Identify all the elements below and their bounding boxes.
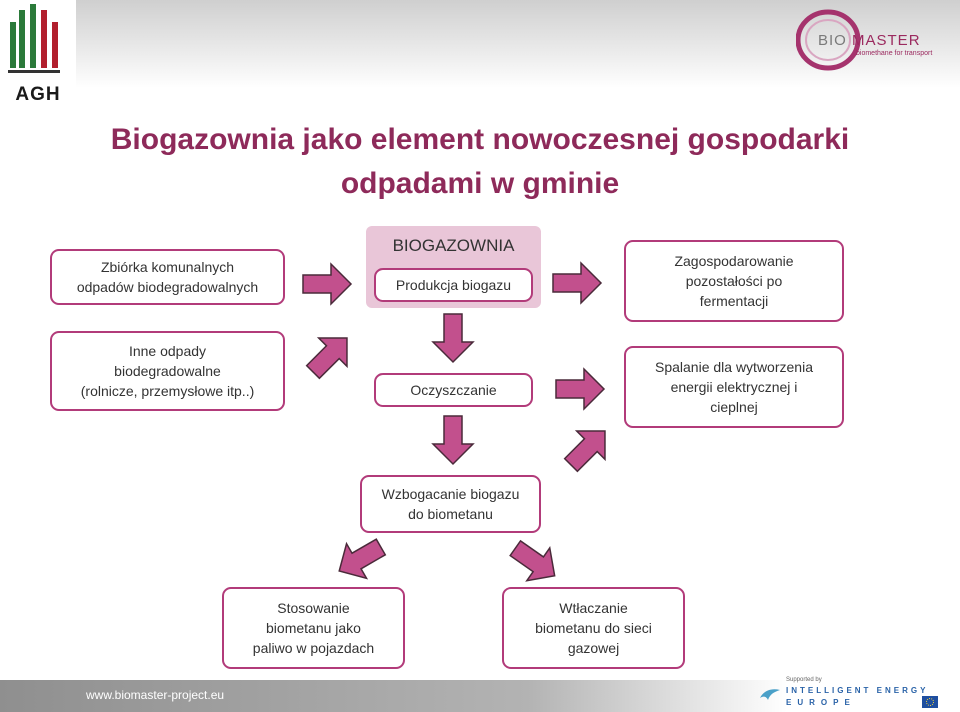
agh-logo-text: AGH (15, 84, 61, 105)
box-cleaning-line1: Oczyszczanie (410, 382, 497, 398)
box-grid-injection-line1: Wtłaczanie (559, 600, 628, 616)
arrow-cleaning-to-upgrading-icon (433, 416, 473, 464)
box-digestate-line3: fermentacji (699, 293, 769, 309)
page-title-line2: odpadami w gminie (340, 167, 620, 200)
box-other-waste-line1: Inne odpady (128, 343, 207, 359)
box-biogas-production-line1: Produkcja biogazu (395, 277, 512, 293)
box-vehicle-fuel-line3: paliwo w pojazdach (252, 640, 375, 656)
arrow-upgrading-to-grid-icon (504, 532, 566, 592)
box-combustion-line1: Spalanie dla wytworzenia (655, 359, 813, 375)
supported-by-text: Supported by (786, 677, 822, 683)
biomaster-tagline: biomethane for transport (856, 50, 933, 57)
box-grid-injection-line3: gazowej (567, 640, 620, 656)
biogas-plant-label: BIOGAZOWNIA (392, 236, 515, 255)
biomaster-logo-part1: BIO (818, 32, 847, 49)
arrow-production-to-cleaning-icon (433, 314, 473, 362)
box-collection-line2: odpadów biodegradowalnych (76, 279, 259, 295)
arrow-upgrading-to-combustion-icon (557, 417, 619, 479)
biomaster-logo-part2: MASTER (852, 32, 921, 49)
box-digestate-line2: pozostałości po (685, 273, 783, 289)
box-vehicle-fuel-line2: biometanu jako (266, 620, 361, 636)
arrow-production-to-digestate-icon (553, 263, 601, 303)
arrow-cleaning-to-combustion-icon (556, 369, 604, 409)
footer-url: www.biomaster-project.eu (86, 688, 225, 702)
program-name-line2: EUROPE (786, 698, 856, 707)
box-combustion-line2: energii elektrycznej i (670, 379, 798, 395)
box-upgrading-line1: Wzbogacanie biogazu (381, 486, 520, 502)
box-upgrading-line2: do biometanu (408, 506, 493, 522)
intelligent-energy-bird-icon (758, 684, 782, 708)
arrow-upgrading-to-fuel-icon (329, 530, 391, 589)
arrow-collection-to-production-icon (303, 264, 351, 304)
arrow-other-to-production-icon (299, 324, 361, 386)
box-digestate-line1: Zagospodarowanie (674, 253, 794, 269)
program-name-line1: INTELLIGENT ENERGY (786, 686, 929, 695)
box-grid-injection-line2: biometanu do sieci (535, 620, 652, 636)
eu-flag-icon (922, 696, 938, 708)
box-combustion-line3: cieplnej (710, 399, 758, 415)
box-vehicle-fuel-line1: Stosowanie (277, 600, 350, 616)
box-other-waste-line2: biodegradowalne (114, 363, 221, 379)
page-title-line1: Biogazownia jako element nowoczesnej gospodarki (110, 123, 850, 156)
box-collection-line1: Zbiórka komunalnych (100, 259, 235, 275)
box-other-waste-line3: (rolnicze, przemysłowe itp..) (80, 383, 255, 399)
